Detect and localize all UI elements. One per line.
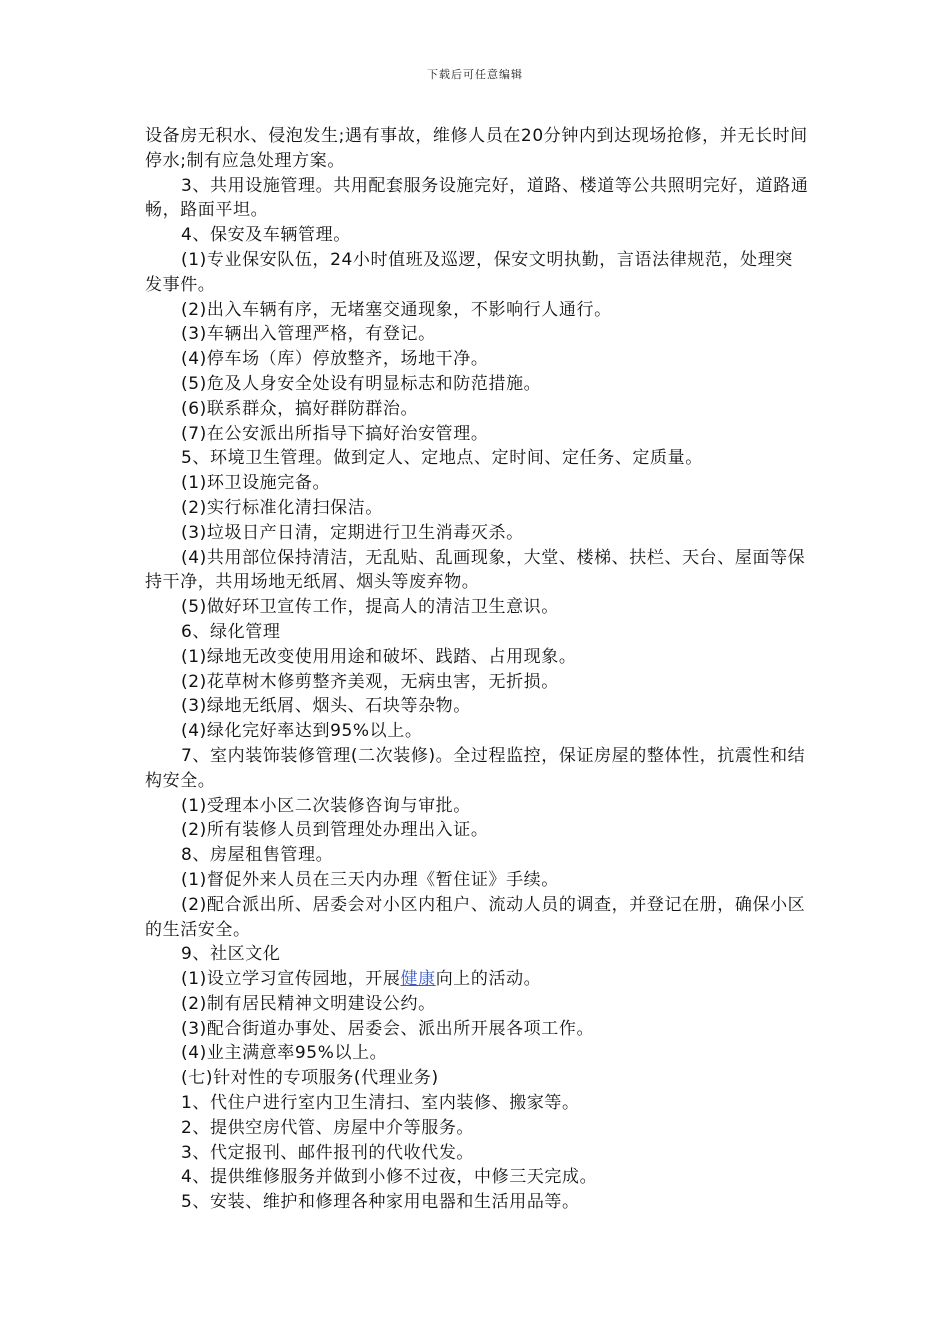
- document-body: [145, 124, 810, 1215]
- paragraph-text: 向上的活动。: [435, 969, 542, 990]
- paragraph-with-link: [145, 967, 810, 992]
- paragraph: (2)配合派出所、居委会对小区内租户、流动人员的调查，并登记在册，确保小区的生活安全。: [145, 894, 806, 940]
- paragraph-group: [145, 992, 810, 1215]
- paragraph: (2)实行标准化清扫保洁。: [181, 497, 383, 518]
- paragraph: (5)危及人身安全处设有明显标志和防范措施。: [181, 373, 542, 394]
- paragraph-text: (1)设立学习宣传园地，开展: [181, 969, 401, 990]
- paragraph: (4)停车场（库）停放整齐，场地干净。: [181, 349, 489, 370]
- paragraph-group: [145, 124, 810, 967]
- paragraph: (3)车辆出入管理严格，有登记。: [181, 324, 436, 345]
- paragraph: 3、共用设施管理。共用配套服务设施完好，道路、楼道等公共照明完好，道路通畅，路面平坦。: [145, 175, 809, 221]
- paragraph: 1、代住户进行室内卫生清扫、室内装修、搬家等。: [181, 1093, 580, 1114]
- paragraph: (4)绿化完好率达到95%以上。: [181, 721, 423, 742]
- paragraph: (2)制有居民精神文明建设公约。: [181, 993, 436, 1014]
- paragraph: 5、安装、维护和修理各种家用电器和生活用品等。: [181, 1192, 580, 1213]
- paragraph: (6)联系群众，搞好群防群治。: [181, 398, 419, 419]
- paragraph: (1)受理本小区二次装修咨询与审批。: [181, 795, 471, 816]
- paragraph: (4)业主满意率95%以上。: [181, 1043, 388, 1064]
- paragraph: (7)在公安派出所指导下搞好治安管理。: [181, 423, 489, 444]
- paragraph: (5)做好环卫宣传工作，提高人的清洁卫生意识。: [181, 597, 559, 618]
- paragraph: (2)出入车辆有序，无堵塞交通现象，不影响行人通行。: [181, 299, 612, 320]
- paragraph: 5、环境卫生管理。做到定人、定地点、定时间、定任务、定质量。: [181, 448, 703, 469]
- paragraph: (3)绿地无纸屑、烟头、石块等杂物。: [181, 696, 471, 717]
- paragraph: 7、室内装饰装修管理(二次装修)。全过程监控，保证房屋的整体性，抗震性和结构安全。: [145, 745, 806, 791]
- page-header-note: 下载后可任意编辑: [427, 68, 523, 81]
- paragraph: (4)共用部位保持清洁，无乱贴、乱画现象，大堂、楼梯、扶栏、天台、屋面等保持干净，共用场地无纸屑、烟头等废弃物。: [145, 547, 806, 593]
- paragraph: (2)花草树木修剪整齐美观，无病虫害，无折损。: [181, 671, 559, 692]
- paragraph: (3)垃圾日产日清，定期进行卫生消毒灭杀。: [181, 522, 524, 543]
- paragraph: 2、提供空房代管、房屋中介等服务。: [181, 1117, 475, 1138]
- paragraph: (七)针对性的专项服务(代理业务): [181, 1068, 439, 1089]
- health-link[interactable]: 健康: [400, 969, 436, 990]
- paragraph: (1)绿地无改变使用用途和破坏、践踏、占用现象。: [181, 646, 577, 667]
- paragraph: 4、提供维修服务并做到小修不过夜，中修三天完成。: [181, 1167, 598, 1188]
- paragraph: 9、社区文化: [181, 944, 281, 965]
- paragraph: (1)环卫设施完备。: [181, 473, 331, 494]
- paragraph: (2)所有装修人员到管理处办理出入证。: [181, 820, 489, 841]
- paragraph: 设备房无积水、侵泡发生;遇有事故，维修人员在20分钟内到达现场抢修，并无长时间停水;制有应急处理方案。: [145, 126, 808, 171]
- paragraph: (1)督促外来人员在三天内办理《暂住证》手续。: [181, 869, 559, 890]
- paragraph: 6、绿化管理: [181, 621, 281, 642]
- paragraph: 8、房屋租售管理。: [181, 845, 334, 866]
- paragraph: (1)专业保安队伍，24小时值班及巡逻，保安文明执勤，言语法律规范，处理突发事件。: [145, 249, 793, 295]
- paragraph: 3、代定报刊、邮件报刊的代收代发。: [181, 1142, 475, 1163]
- paragraph: 4、保安及车辆管理。: [181, 225, 351, 246]
- paragraph: (3)配合街道办事处、居委会、派出所开展各项工作。: [181, 1018, 595, 1039]
